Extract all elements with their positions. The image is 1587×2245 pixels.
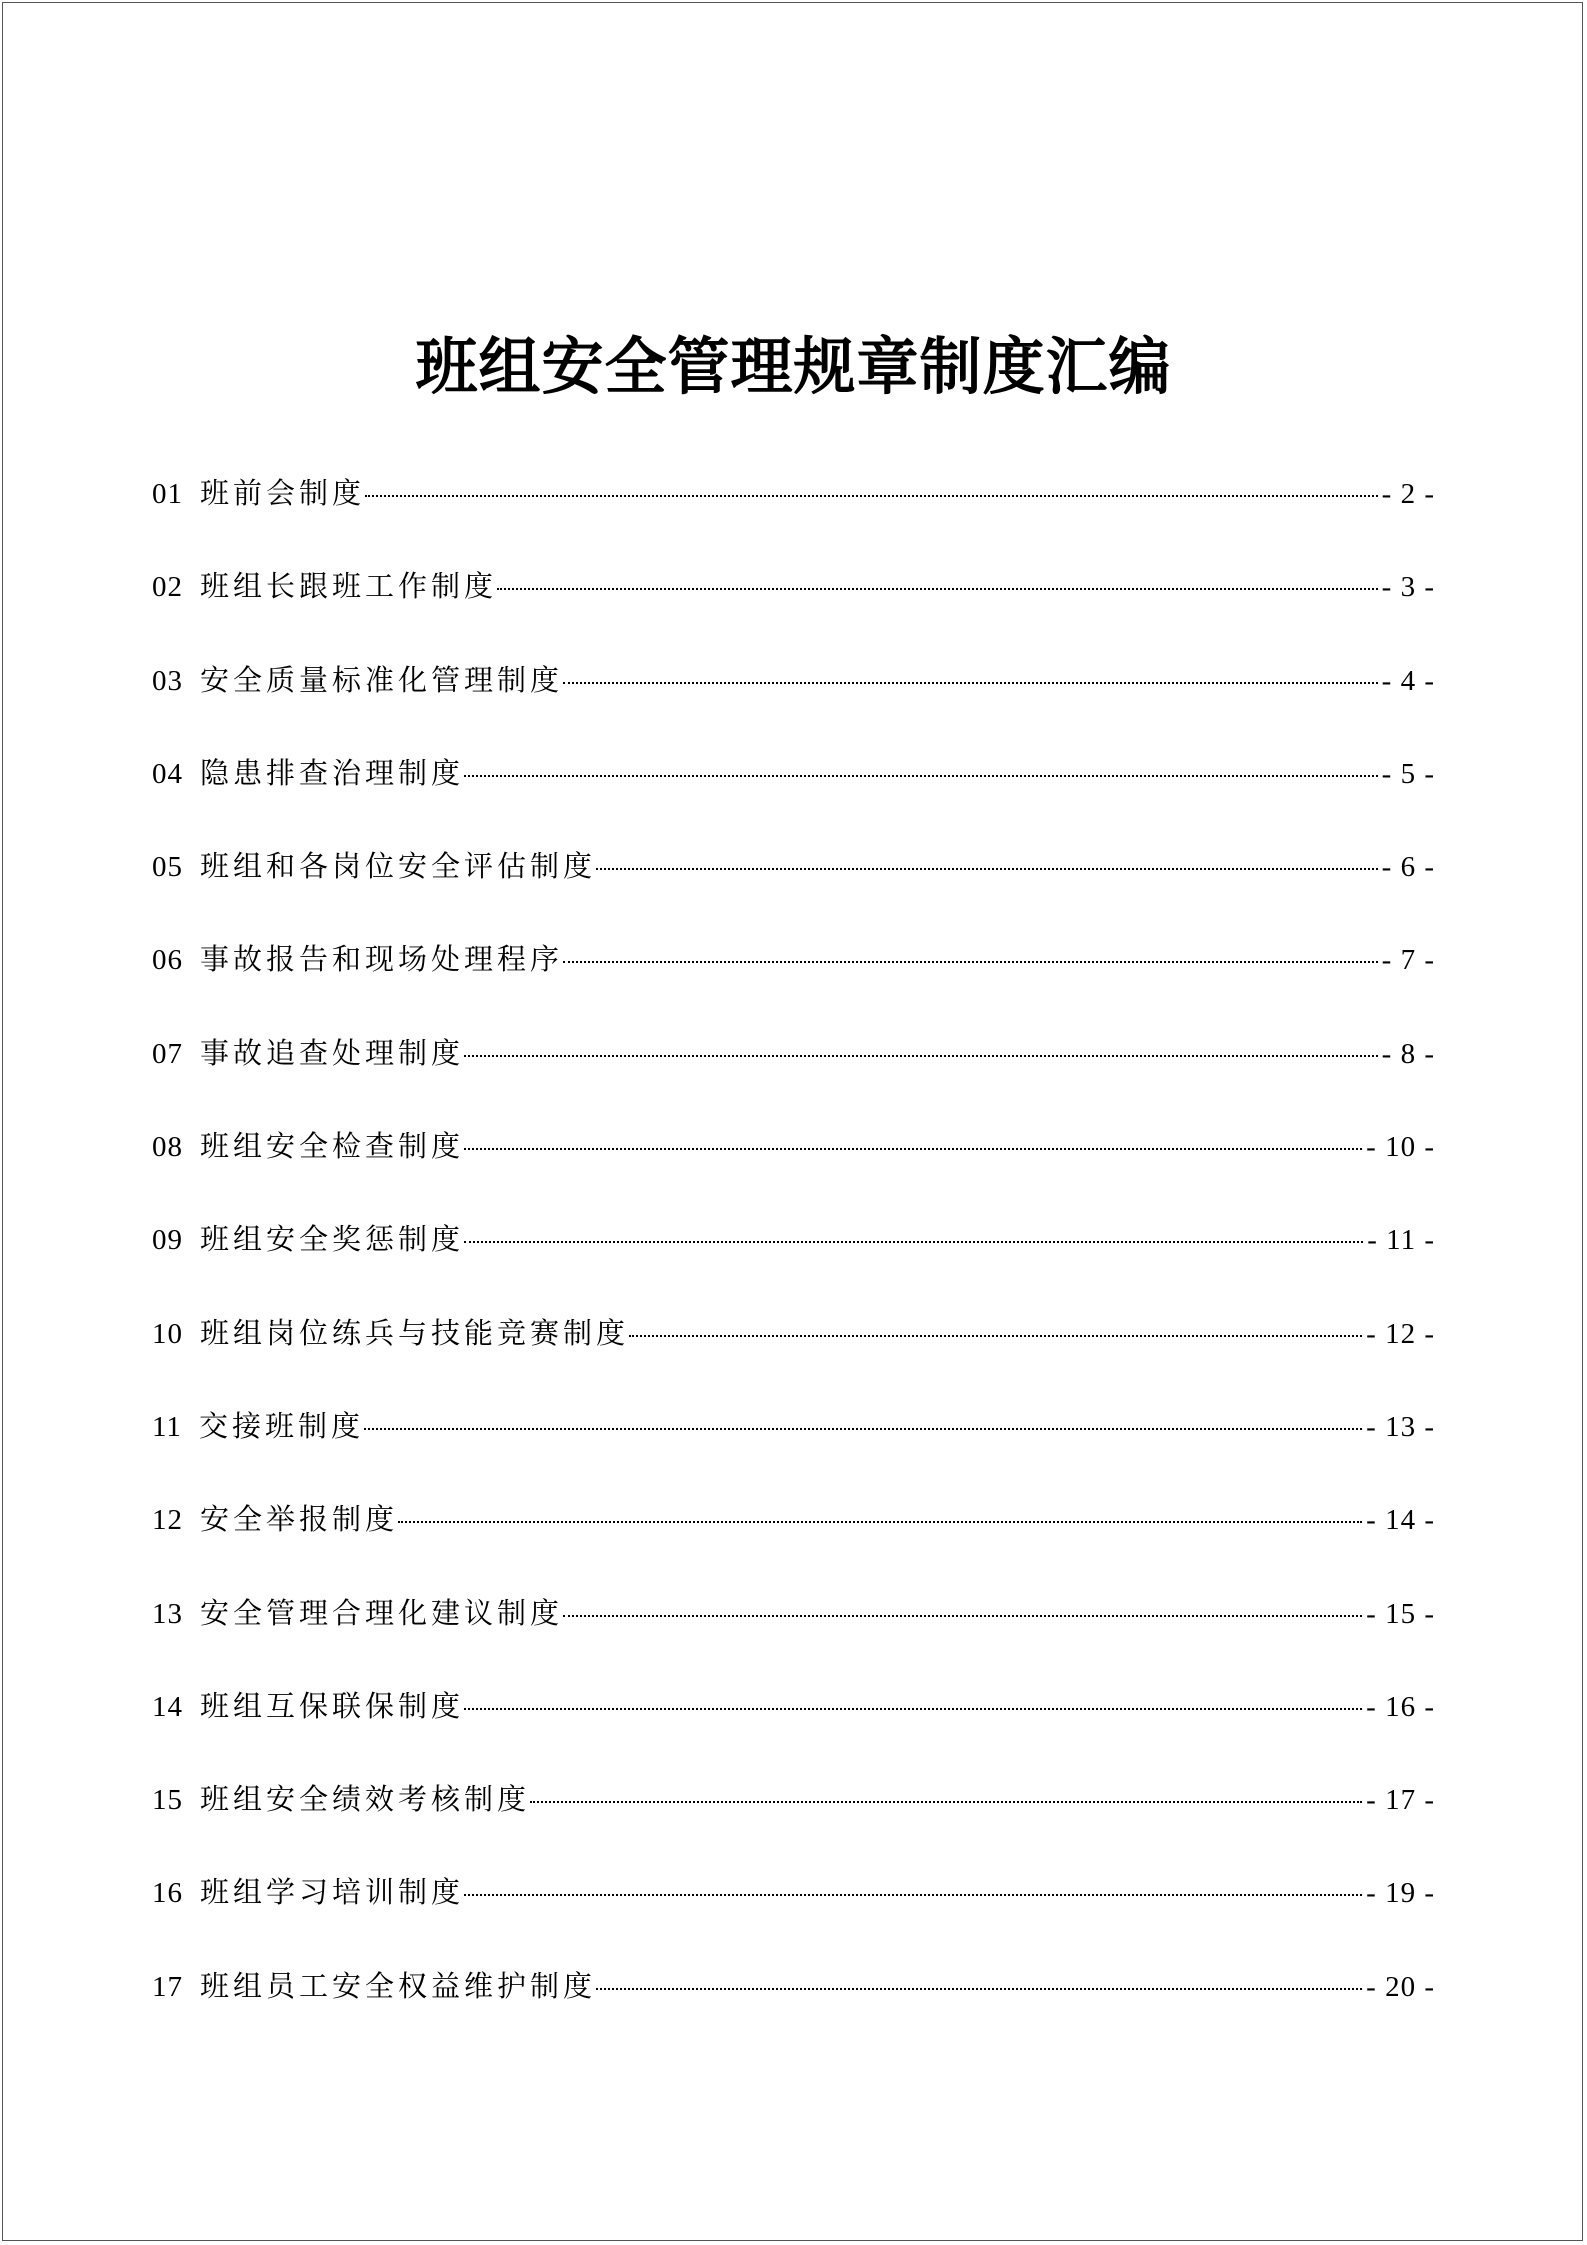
- toc-dot-leader: [563, 1615, 1362, 1617]
- toc-item[interactable]: [152, 1575, 1435, 1668]
- toc-item-title: 班组安全绩效考核制度: [200, 1782, 531, 1817]
- toc-item-page: - 15 -: [1366, 1597, 1435, 1630]
- toc-dot-leader: [563, 682, 1378, 684]
- toc-dot-leader: [596, 1988, 1362, 1990]
- toc-item-title: 安全管理合理化建议制度: [200, 1595, 564, 1630]
- toc-dot-leader: [464, 1055, 1378, 1057]
- toc-item-number: 11: [152, 1410, 182, 1443]
- toc-dot-leader: [464, 775, 1378, 777]
- toc-item[interactable]: [152, 735, 1435, 828]
- toc-dot-leader: [464, 1894, 1362, 1896]
- toc-item-number: 12: [152, 1504, 183, 1537]
- toc-dot-leader: [530, 1801, 1362, 1803]
- toc-item[interactable]: [152, 1668, 1435, 1761]
- toc-dot-leader: [563, 961, 1378, 963]
- toc-item-number: 05: [152, 851, 183, 884]
- toc-item-page: - 2 -: [1381, 478, 1435, 510]
- toc-item[interactable]: [152, 642, 1435, 735]
- toc-item[interactable]: [152, 1015, 1435, 1108]
- document-title: 班组安全管理规章制度汇编: [415, 329, 1172, 403]
- toc-item-page: - 7 -: [1381, 944, 1435, 977]
- toc-item-page: - 12 -: [1366, 1317, 1435, 1350]
- toc-item-number: 13: [152, 1597, 183, 1630]
- toc-item-number: 03: [152, 664, 183, 697]
- toc-item-number: 04: [152, 757, 183, 790]
- toc-item[interactable]: [152, 1761, 1435, 1854]
- toc-dot-leader: [596, 868, 1378, 870]
- toc-item[interactable]: [152, 455, 1435, 548]
- toc-item-page: - 19 -: [1366, 1877, 1435, 1910]
- toc-item-page: - 16 -: [1366, 1690, 1435, 1723]
- toc-item-page: - 17 -: [1366, 1784, 1435, 1817]
- toc-item-title: 交接班制度: [198, 1408, 364, 1443]
- toc-item-page: - 3 -: [1381, 571, 1435, 604]
- toc-item-page: - 6 -: [1381, 851, 1435, 884]
- toc-item-number: 14: [152, 1690, 183, 1723]
- toc-dot-leader: [365, 495, 1378, 497]
- toc-dot-leader: [629, 1335, 1362, 1337]
- toc-item-number: 02: [152, 571, 183, 604]
- toc-dot-leader: [464, 1148, 1362, 1150]
- toc-item[interactable]: [152, 828, 1435, 921]
- toc-item[interactable]: [152, 1854, 1435, 1947]
- toc-item-title: 隐患排查治理制度: [200, 755, 465, 790]
- toc-item-number: 10: [152, 1317, 183, 1350]
- toc-item-page: - 5 -: [1381, 757, 1435, 790]
- toc-item-title: 事故追查处理制度: [200, 1035, 465, 1070]
- toc-item[interactable]: [152, 548, 1435, 641]
- toc-item[interactable]: [152, 1201, 1435, 1294]
- toc-item-page: - 10 -: [1366, 1131, 1435, 1164]
- toc-dot-leader: [398, 1521, 1362, 1523]
- toc-item-number: 16: [152, 1877, 183, 1910]
- toc-dot-leader: [464, 1241, 1363, 1243]
- toc-item[interactable]: [152, 921, 1435, 1014]
- toc-item-title: 安全质量标准化管理制度: [200, 662, 564, 697]
- toc-item[interactable]: [152, 1388, 1435, 1481]
- toc-dot-leader: [464, 1708, 1362, 1710]
- toc-item-number: 08: [152, 1131, 183, 1164]
- toc-item[interactable]: [152, 1295, 1435, 1388]
- toc-item[interactable]: [152, 1481, 1435, 1574]
- toc-item-page: - 8 -: [1381, 1037, 1435, 1070]
- toc-item-number: 17: [152, 1970, 183, 2003]
- toc-item[interactable]: [152, 1108, 1435, 1201]
- toc-item-title: 事故报告和现场处理程序: [200, 942, 564, 977]
- toc-item-title: 安全举报制度: [200, 1502, 399, 1537]
- toc-item-page: - 20 -: [1366, 1970, 1435, 2003]
- toc-item-title: 班前会制度: [200, 476, 366, 510]
- toc-item-title: 班组学习培训制度: [200, 1875, 465, 1910]
- toc-item-page: - 4 -: [1381, 664, 1435, 697]
- table-of-contents: [152, 455, 1435, 2041]
- toc-item-title: 班组安全检查制度: [200, 1129, 465, 1164]
- toc-item-page: - 11 -: [1367, 1224, 1435, 1257]
- toc-item-title: 班组和各岗位安全评估制度: [200, 849, 597, 884]
- toc-item-page: - 13 -: [1366, 1410, 1435, 1443]
- toc-item-number: 06: [152, 944, 183, 977]
- toc-item-title: 班组岗位练兵与技能竞赛制度: [200, 1315, 630, 1350]
- toc-item-title: 班组互保联保制度: [200, 1688, 465, 1723]
- toc-item-number: 15: [152, 1784, 183, 1817]
- toc-item-number: 01: [152, 478, 183, 510]
- toc-item-number: 09: [152, 1224, 183, 1257]
- toc-item-number: 07: [152, 1037, 183, 1070]
- toc-item-page: - 14 -: [1366, 1504, 1435, 1537]
- toc-item-title: 班组长跟班工作制度: [200, 569, 498, 604]
- toc-item-title: 班组安全奖惩制度: [200, 1222, 465, 1257]
- toc-item[interactable]: [152, 1948, 1435, 2041]
- toc-item-title: 班组员工安全权益维护制度: [200, 1968, 597, 2003]
- toc-dot-leader: [364, 1428, 1362, 1430]
- toc-dot-leader: [497, 588, 1378, 590]
